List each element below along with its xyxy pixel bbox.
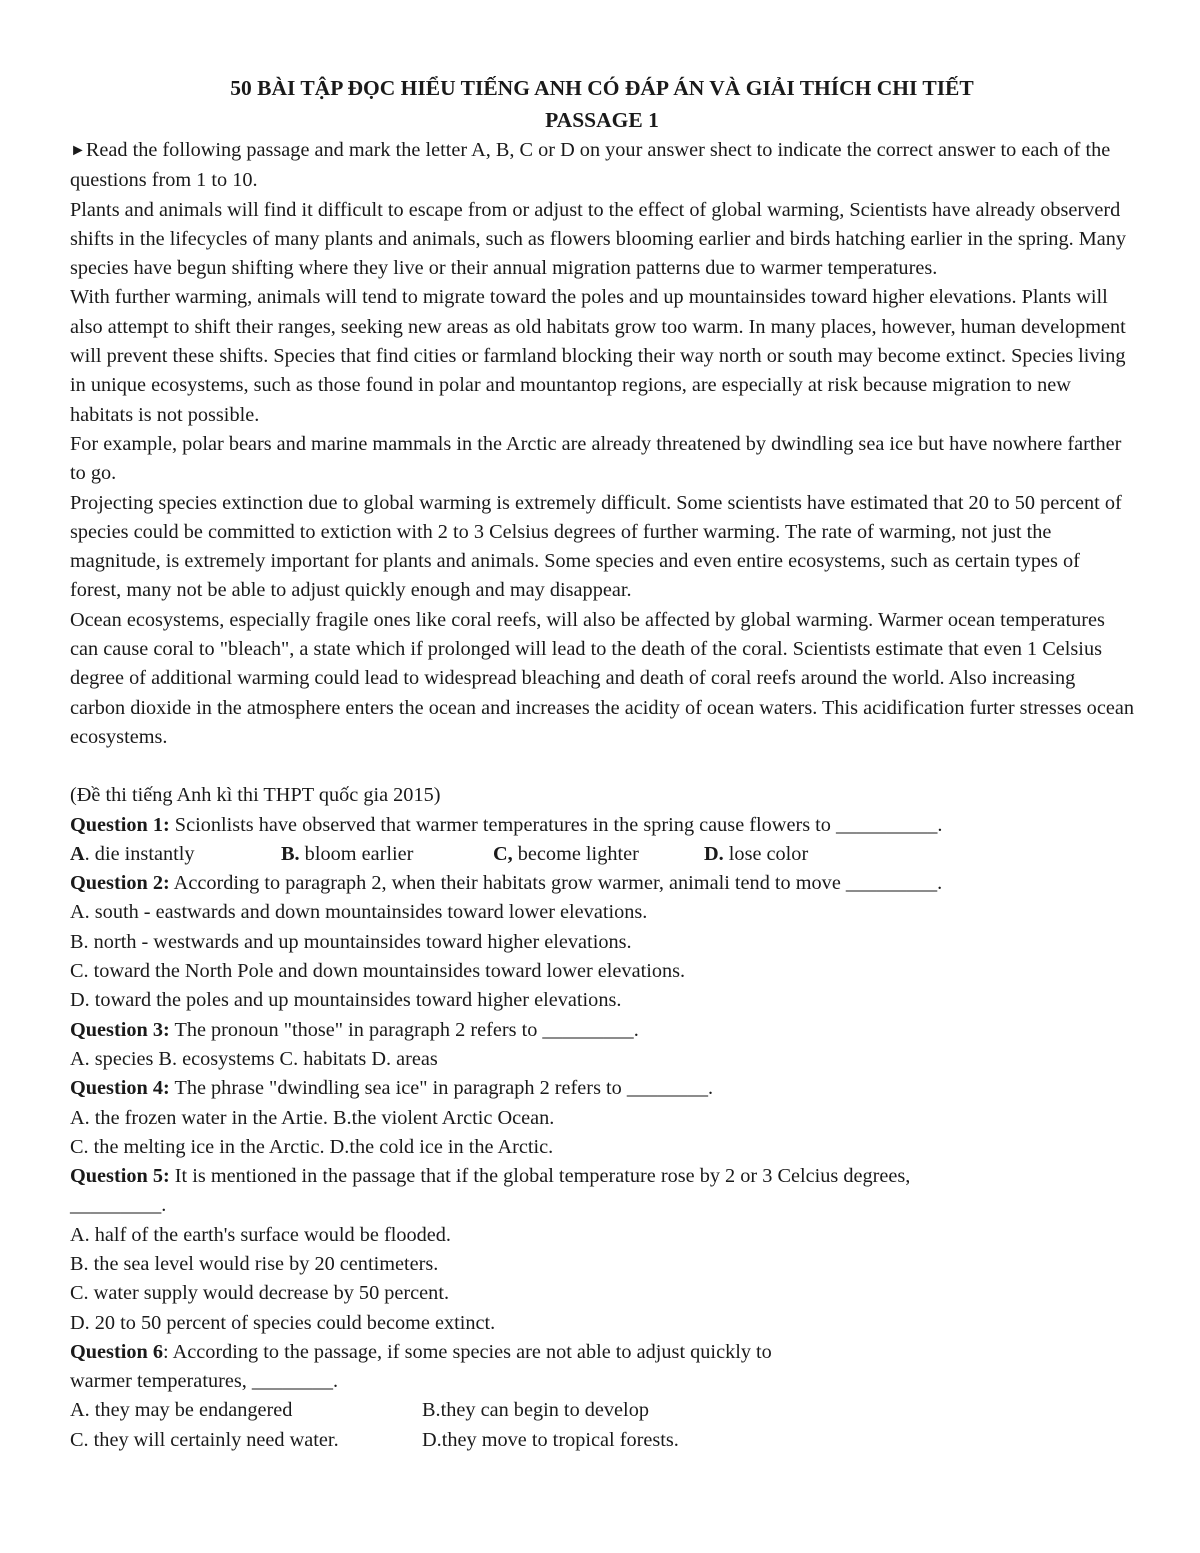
- question-stem: Scionlists have observed that warmer temperatures in the spring cause flowers to __________.: [169, 813, 943, 836]
- option-c: C. they will certainly need water.: [70, 1428, 339, 1451]
- question-2: [70, 869, 1134, 898]
- instruction: [70, 136, 1134, 196]
- option-b: B. the sea level would rise by 20 centimeters.: [70, 1252, 439, 1275]
- question-4: [70, 1074, 1134, 1103]
- option-line-cd: C. the melting ice in the Arctic. D.the cold ice in the Arctic.: [70, 1135, 554, 1158]
- question-5: [70, 1162, 1134, 1191]
- question-label: Question 6: [70, 1340, 163, 1363]
- blank-line: [70, 752, 1134, 781]
- question-1-options: [70, 840, 1134, 869]
- question-label: Question 3:: [70, 1018, 170, 1041]
- option-d: D. 20 to 50 percent of species could become extinct.: [70, 1311, 496, 1334]
- question-stem: It is mentioned in the passage that if the global temperature rose by 2 or 3 Celcius degrees,: [169, 1165, 911, 1188]
- question-stem: The phrase "dwindling sea ice" in paragraph 2 refers to ________.: [169, 1077, 714, 1100]
- question-label: Question 2:: [70, 872, 170, 895]
- question-6: [70, 1338, 1134, 1367]
- option-d: D.they move to tropical forests.: [422, 1428, 679, 1451]
- option-a: A. half of the earth's surface would be flooded.: [70, 1223, 451, 1246]
- document-body: [70, 136, 1134, 1455]
- passage-paragraph-3: For example, polar bears and marine mammals in the Arctic are already threatened by dwindling sea ice but have nowhere farther to go.: [70, 432, 1122, 485]
- answer-blank: _________.: [70, 1194, 167, 1217]
- option-b: B.they can begin to develop: [422, 1399, 649, 1422]
- passage-paragraph-1: Plants and animals will find it difficult to escape from or adjust to the effect of global warming, Scientists have already observerd shifts in the lifecycles of many plants and animals, such as flowers blooming earlier and birds hatching earlier in the spring. Many species have begun shifting where they live or their annual migration patterns due to warmer temperatures.: [70, 198, 1127, 280]
- option-c: C. toward the North Pole and down mountainsides toward lower elevations.: [70, 960, 686, 983]
- question-3-options: A. species B. ecosystems C. habitats D. areas: [70, 1047, 438, 1070]
- question-label: Question 1:: [70, 813, 170, 836]
- question-stem: According to paragraph 2, when their habitats grow warmer, animali tend to move _________.: [169, 872, 943, 895]
- option-b: B. north - westwards and up mountainsides toward higher elevations.: [70, 930, 632, 953]
- option-row-ab: [70, 1396, 1134, 1425]
- document-title: 50 BÀI TẬP ĐỌC HIỂU TIẾNG ANH CÓ ĐÁP ÁN VÀ GIẢI THÍCH CHI TIẾT: [230, 76, 974, 100]
- option-c: C, become lighter: [493, 842, 639, 865]
- option-d: D. lose color: [704, 842, 809, 865]
- option-row-cd: [70, 1426, 1134, 1455]
- option-b: B. bloom earlier: [281, 842, 414, 865]
- option-a: A. south - eastwards and down mountainsides toward lower elevations.: [70, 901, 648, 924]
- passage-paragraph-2: With further warming, animals will tend to migrate toward the poles and up mountainsides toward higher elevations. Plants will also attempt to shift their ranges, seeking new areas as old habitats grow too warm. In many places, however, human development will prevent these shifts. Species that find cities or farmland blocking their way north or south may become extinct. Species living in unique ecosystems, such as those found in polar and mountantop regions, are especially at risk because migration to new habitats is not possible.: [70, 286, 1126, 426]
- question-1: [70, 811, 1134, 840]
- option-line-ab: A. the frozen water in the Artie. B.the violent Arctic Ocean.: [70, 1106, 555, 1129]
- passage-paragraph-4: Projecting species extinction due to global warming is extremely difficult. Some scientists have estimated that 20 to 50 percent of species could be committed to extiction with 2 to 3 Celsius degrees of further warming. The rate of warming, not just the magnitude, is extremely important for plants and animals. Some species and even entire ecosystems, such as certain types of forest, many not be able to adjust quickly enough and may disappear.: [70, 491, 1122, 602]
- option-a: A. they may be endangered: [70, 1399, 293, 1422]
- instruction-text: Read the following passage and mark the letter A, B, C or D on your answer shect to indicate the correct answer to each of the questions from 1 to 10.: [70, 139, 1111, 192]
- source-note: (Đề thi tiếng Anh kì thi THPT quốc gia 2015): [70, 784, 441, 807]
- question-stem: : According to the passage, if some species are not able to adjust quickly to: [162, 1340, 772, 1363]
- option-a: A. die instantly: [70, 842, 195, 865]
- document-page: [70, 72, 1134, 1455]
- passage-heading: PASSAGE 1: [545, 108, 659, 132]
- question-label: Question 5:: [70, 1165, 170, 1188]
- question-stem: The pronoun "those" in paragraph 2 refers to _________.: [169, 1018, 639, 1041]
- triangle-arrow-icon: ►: [70, 142, 86, 159]
- option-c: C. water supply would decrease by 50 percent.: [70, 1282, 450, 1305]
- option-d: D. toward the poles and up mountainsides toward higher elevations.: [70, 989, 622, 1012]
- question-stem-continued: warmer temperatures, ________.: [70, 1370, 339, 1393]
- question-label: Question 4:: [70, 1077, 170, 1100]
- question-3: [70, 1016, 1134, 1045]
- passage-paragraph-5: Ocean ecosystems, especially fragile ones like coral reefs, will also be affected by global warming. Warmer ocean temperatures can cause coral to "bleach", a state which if prolonged will lead to the death of the coral. Scientists estimate that even 1 Celsius degree of additional warming could lead to widespread bleaching and death of coral reefs around the world. Also increasing carbon dioxide in the atmosphere enters the ocean and increases the acidity of ocean waters. This acidification furter stresses ocean ecosystems.: [70, 608, 1134, 748]
